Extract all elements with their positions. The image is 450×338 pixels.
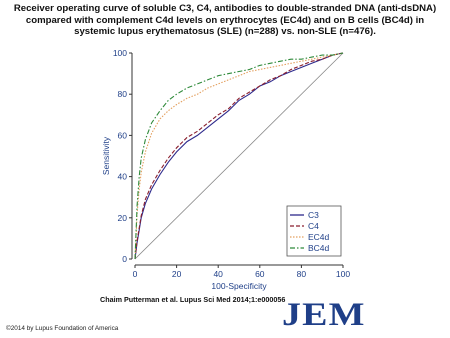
y-tick-label: 60 <box>117 130 127 141</box>
y-tick-label: 0 <box>122 254 127 264</box>
legend-label-ec4d: EC4d <box>308 232 330 242</box>
x-tick-label: 0 <box>132 269 138 279</box>
legend-label-c4: C4 <box>308 221 319 231</box>
title-line-2: compared with complement C4d levels on erythrocytes (EC4d) and on B cells (BC4d) in <box>25 14 425 26</box>
x-tick-label: 80 <box>296 269 307 279</box>
y-tick-label: 40 <box>117 171 127 182</box>
title-line-3: systemic lupus erythematosus (SLE) (n=288) vs. non-SLE (n=476). <box>74 26 376 38</box>
citation: Chaim Putterman et al. Lupus Sci Med 2014;1:e000056 <box>100 295 286 304</box>
y-tick-label: 100 <box>112 48 127 58</box>
title-line-1: Receiver operating curve of soluble C3, C4, antibodies to double-stranded DNA (anti-dsDNA) <box>13 3 437 14</box>
y-axis-label: Sensitivity <box>101 136 111 176</box>
legend-label-bc4d: BC4d <box>308 243 330 253</box>
copyright-notice: ©2014 by Lupus Foundation of America <box>6 325 119 332</box>
y-tick-label: 20 <box>117 212 127 223</box>
legend-label-c3: C3 <box>308 210 319 220</box>
x-tick-label: 20 <box>171 269 182 279</box>
journal-logo: JEM <box>282 297 366 333</box>
x-tick-label: 100 <box>335 269 351 279</box>
y-tick-label: 80 <box>117 89 127 100</box>
x-axis-label: 100-Specificity <box>211 281 267 291</box>
x-tick-label: 40 <box>213 269 223 279</box>
x-tick-label: 60 <box>255 269 265 279</box>
